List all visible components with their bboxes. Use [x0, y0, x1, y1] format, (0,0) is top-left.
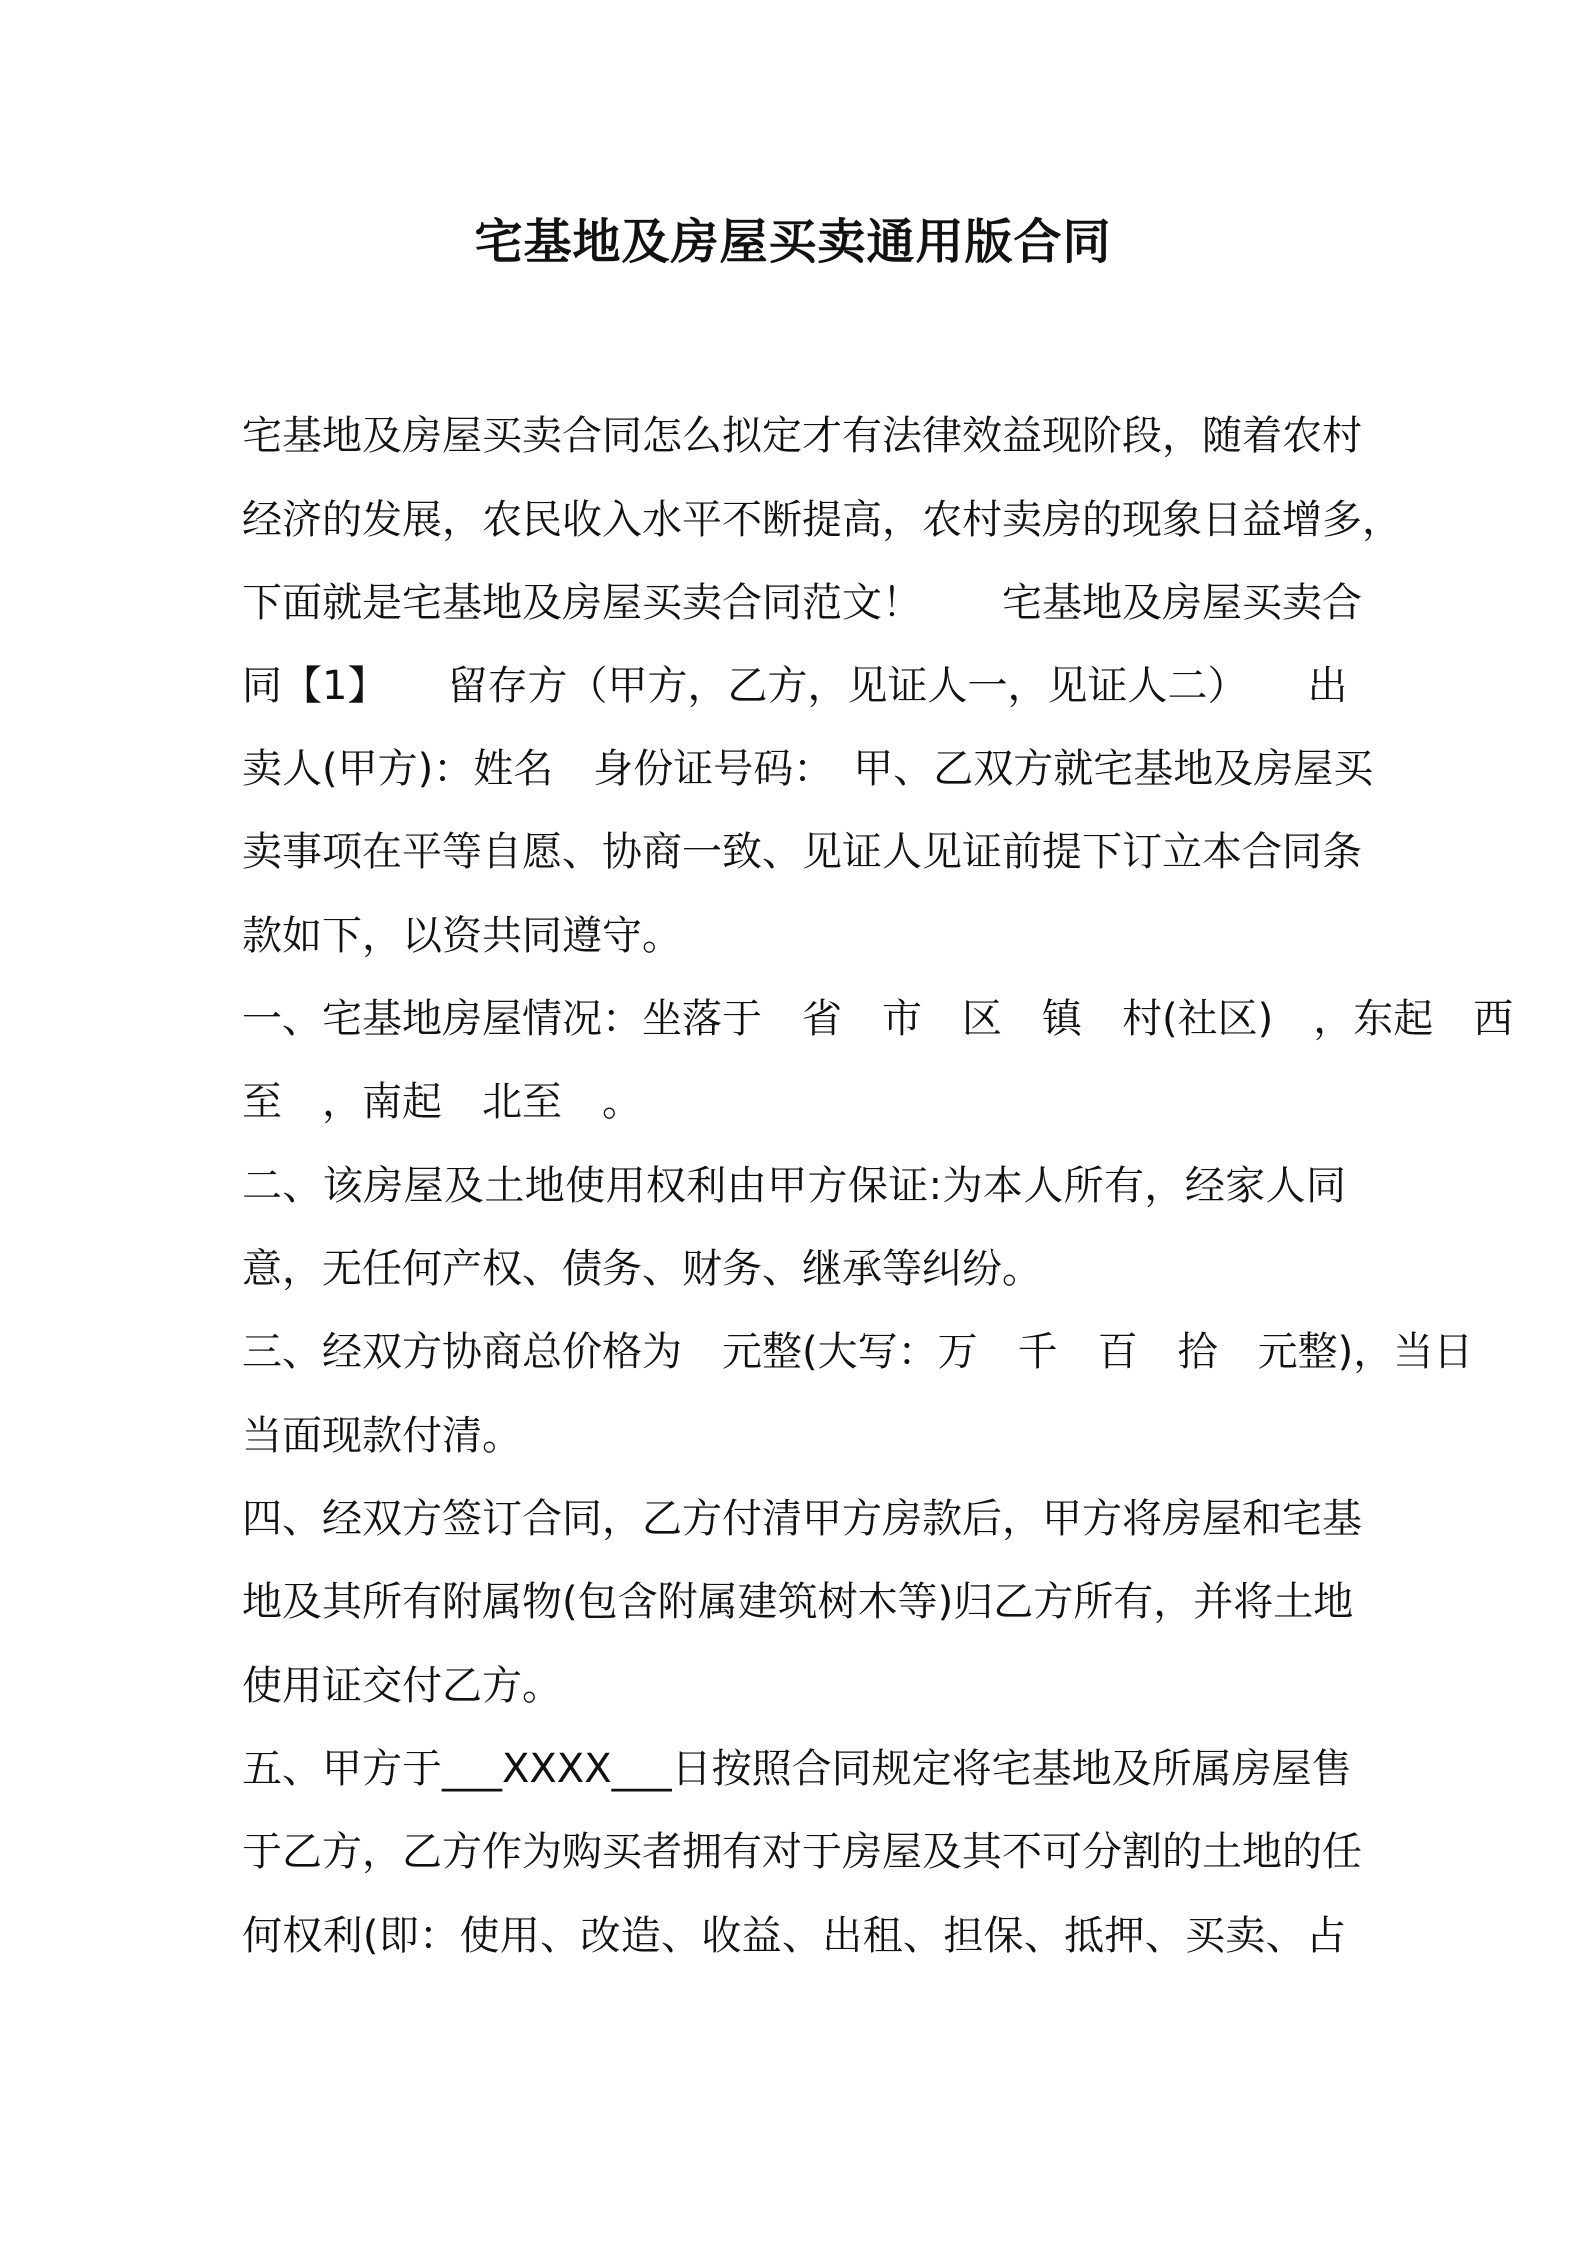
clause-line: 三、经双方协商总价格为 元整(大写：万 千 百 拾 元整)，当日: [242, 1329, 1474, 1375]
clause-line: 地及其所有附属物(包含附属建筑树木等)归乙方所有，并将土地: [242, 1579, 1354, 1625]
body-line: 卖事项在平等自愿、协商一致、见证人见证前提下订立本合同条: [242, 829, 1362, 875]
clause-line: 当面现款付清。: [242, 1413, 522, 1459]
body-line: 同【1】 留存方（甲方，乙方，见证人一，见证人二） 出: [242, 663, 1348, 709]
body-line: 下面就是宅基地及房屋买卖合同范文！ 宅基地及房屋买卖合: [242, 580, 1362, 626]
clause-line: 意，无任何产权、债务、财务、继承等纠纷。: [242, 1246, 1042, 1292]
clause-line: 一、宅基地房屋情况：坐落于 省 市 区 镇 村(社区) ，东起 西: [242, 996, 1514, 1042]
clause-line: 至 ，南起 北至 。: [242, 1079, 642, 1125]
clause-line: 二、该房屋及土地使用权利由甲方保证:为本人所有，经家人同: [242, 1163, 1346, 1209]
body-line: 经济的发展，农民收入水平不断提高，农村卖房的现象日益增多，: [242, 497, 1402, 543]
clause-line: 于乙方，乙方作为购买者拥有对于房屋及其不可分割的土地的任: [242, 1829, 1362, 1875]
clause-line: 何权利(即：使用、改造、收益、出租、担保、抵押、买卖、占: [242, 1913, 1346, 1959]
document-title: 宅基地及房屋买卖通用版合同: [474, 214, 1112, 270]
body-line: 款如下，以资共同遵守。: [242, 913, 682, 959]
body-line: 卖人(甲方)：姓名 身份证号码： 甲、乙双方就宅基地及房屋买: [242, 746, 1374, 792]
clause-line: 四、经双方签订合同，乙方付清甲方房款后，甲方将房屋和宅基: [242, 1496, 1362, 1542]
body-line: 宅基地及房屋买卖合同怎么拟定才有法律效益现阶段，随着农村: [242, 413, 1362, 459]
clause-line: 使用证交付乙方。: [242, 1663, 562, 1709]
clause-line: 五、甲方于___XXXX___日按照合同规定将宅基地及所属房屋售: [242, 1746, 1352, 1792]
